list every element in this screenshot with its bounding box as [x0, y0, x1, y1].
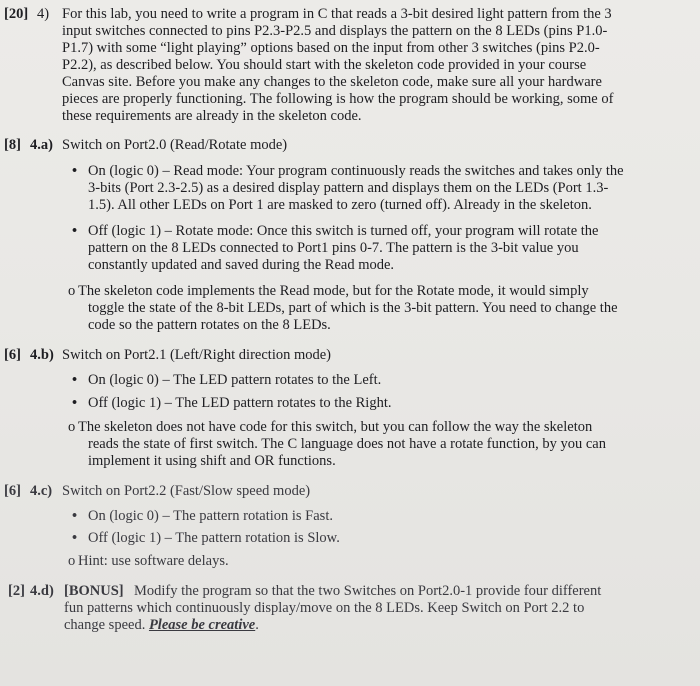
part-d-line1: Modify the program so that the two Switches on Port2.0-1 provide four different [134, 583, 602, 599]
q4-text-line-6: pieces are properly functioning. The following is how the program should be working, some of [62, 91, 614, 107]
bullet-icon: • [72, 395, 78, 411]
part-d-bonus: [BONUS] [64, 583, 124, 599]
q4-text-line-4: P2.2), as described below. You should start with the skeleton code provided in your course [62, 57, 587, 73]
part-c-bullet3: Hint: use software delays. [78, 553, 229, 569]
part-a-bullet1-line2: 3-bits (Port 2.3-2.5) as a desired display pattern and displays them on the LEDs (Port 1.3- [88, 180, 609, 196]
part-a-bullet3-line3: code so the pattern rotates on the 8 LEDs. [88, 317, 331, 333]
part-d-line3 [64, 617, 259, 633]
part-d-points: [2] [8, 583, 25, 599]
part-b-title: Switch on Port2.1 (Left/Right direction mode) [62, 347, 332, 363]
part-c-bullet1: On (logic 0) – The pattern rotation is Fast. [88, 508, 333, 524]
part-b-bullet3-line3: implement it using shift and OR functions. [88, 453, 336, 469]
part-d-line2: fun patterns which continuously display/move on the 8 LEDs. Keep Switch on Port 2.2 to [64, 600, 585, 616]
part-a-title: Switch on Port2.0 (Read/Rotate mode) [62, 137, 288, 153]
bullet-icon: • [72, 508, 78, 524]
bullet-icon: • [72, 530, 78, 546]
bullet-icon: • [72, 223, 78, 239]
part-d-label: 4.d) [30, 583, 54, 599]
part-a-points: [8] [4, 137, 21, 153]
part-b-bullet1: On (logic 0) – The LED pattern rotates to the Left. [88, 372, 382, 388]
q4-text-line-1: For this lab, you need to write a program in C that reads a 3-bit desired light pattern from the 3 [62, 6, 612, 22]
part-a-label: 4.a) [30, 137, 53, 153]
hollow-bullet-icon: o [68, 283, 76, 299]
part-a-bullet1-line3: 1.5). All other LEDs on Port 1 are masked to zero (turned off). Already in the skeleton. [88, 197, 592, 213]
part-a-bullet3-line1: The skeleton code implements the Read mode, but for the Rotate mode, it would simply [78, 283, 589, 299]
part-b-bullet3-line1: The skeleton does not have code for this switch, but you can follow the way the skeleton [78, 419, 593, 435]
part-a-bullet1-line1: On (logic 0) – Read mode: Your program continuously reads the switches and takes only the [88, 163, 624, 179]
part-b-points: [6] [4, 347, 21, 363]
q4-points: [20] [4, 6, 29, 22]
part-b-bullet3-line2: reads the state of first switch. The C language does not have a rotate function, by you can [88, 436, 606, 452]
part-a-bullet2-line3: constantly updated and saved during the Read mode. [88, 257, 395, 273]
bullet-icon: • [72, 372, 78, 388]
hollow-bullet-icon: o [68, 553, 76, 569]
part-b-label: 4.b) [30, 347, 54, 363]
part-c-label: 4.c) [30, 483, 53, 499]
part-d-emphasis: Please be creative [148, 617, 256, 633]
q4-number: 4) [37, 6, 50, 22]
hollow-bullet-icon: o [68, 419, 76, 435]
part-d-line3-post: . [255, 617, 259, 633]
q4-text-line-2: input switches connected to pins P2.3-P2.5 and displays the pattern on the 8 LEDs (pins P1.0- [62, 23, 608, 39]
part-c-title: Switch on Port2.2 (Fast/Slow speed mode) [62, 483, 311, 499]
q4-text-line-3: P1.7) with some “light playing” options based on the input from other 3 switches (pins P2.0- [62, 40, 600, 56]
q4-text-line-5: Canvas site. Before you make any changes to the skeleton code, make sure all your hardware [62, 74, 602, 90]
part-a-bullet2-line2: pattern on the 8 LEDs connected to Port1 pins 0-7. The pattern is the 3-bit value you [88, 240, 579, 256]
part-b-bullet2: Off (logic 1) – The LED pattern rotates to the Right. [88, 395, 392, 411]
part-d-line3-pre: change speed. [64, 617, 146, 633]
q4-text-line-7: these requirements are already in the skeleton code. [62, 108, 362, 124]
part-a-bullet3-line2: toggle the state of the 8-bit LEDs, part of which is the 3-bit pattern. You need to change the [88, 300, 618, 316]
part-c-points: [6] [4, 483, 21, 499]
bullet-icon: • [72, 163, 78, 179]
part-a-bullet2-line1: Off (logic 1) – Rotate mode: Once this switch is turned off, your program will rotate the [88, 223, 599, 239]
part-c-bullet2: Off (logic 1) – The pattern rotation is Slow. [88, 530, 340, 546]
